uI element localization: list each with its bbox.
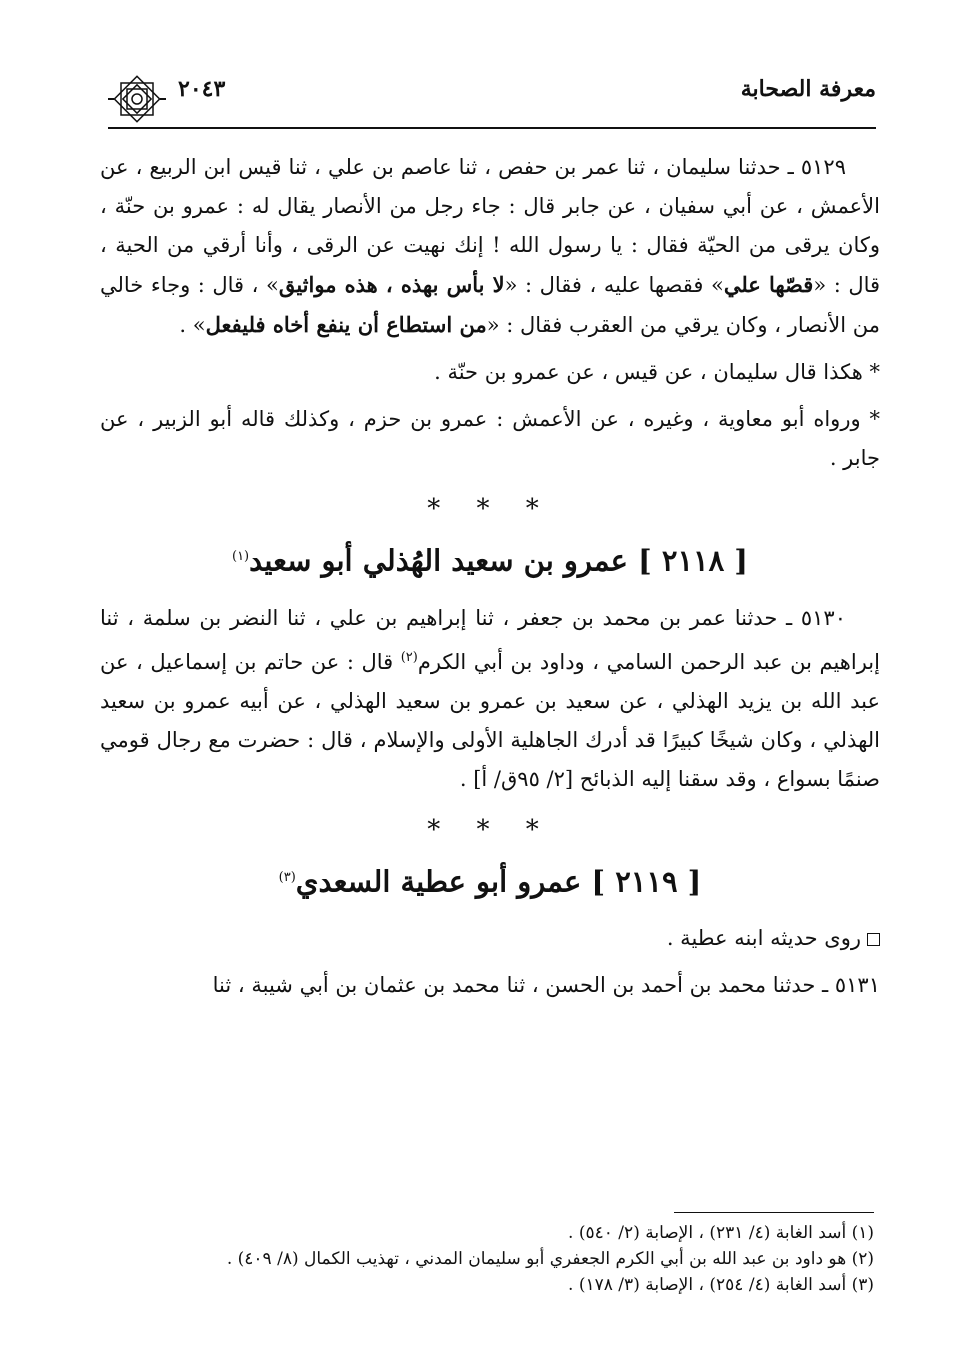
separator: * * * <box>427 494 553 524</box>
hadith-5129: ٥١٢٩ ـ حدثنا سليمان ، ثنا عمر بن حفص ، ثنا عاصم بن علي ، ثنا قيس ابن الربيع ، عن الأعمش ، عن أبي سفيان ، عن جابر قال : جاء رجل من الأنصار يقال له : عمرو بن حنّة ، وكان يرقى من الحيّة فقال : يا رسول الله ! إنك نهيت عن الرقى ، وأنا أرقي من الحية ، قال : «قصّها علي» فقصها عليه ، فقال : «لا بأس بهذه ، هذه مواثيق» ، قال : وجاء خالي من الأنصار ، وكان يرقي من العقرب فقال : «من استطاع أن ينفع أخاه فليفعل» . <box>100 155 881 337</box>
separator: * * * <box>427 814 553 845</box>
footnote-ref: (٣) <box>278 869 296 885</box>
narration-note: روى حديثه ابنه عطية . <box>100 919 880 958</box>
page-body <box>100 148 880 1005</box>
hadith-5131: ٥١٣١ ـ حدثنا محمد بن أحمد بن الحسن ، ثنا محمد بن عثمان بن أبي شيبة ، ثنا <box>212 973 880 998</box>
footnote-ref: (٢) <box>400 649 418 665</box>
note-2: * ورواه أبو معاوية ، وغيره ، عن الأعمش : عمرو بن حزم ، وكذلك قاله أبو الزبير ، عن جابر . <box>100 407 880 470</box>
ornament-icon <box>108 70 166 128</box>
page-header <box>108 70 876 122</box>
note-1: * هكذا قال سليمان ، عن قيس ، عن عمرو بن حنّة . <box>434 360 880 384</box>
bio-heading-2119: [ ٢١١٩ ] عمرو أبو عطية السعدي$^{(٣)}$ <box>278 864 702 899</box>
footnotes <box>94 1220 874 1298</box>
square-icon <box>867 933 880 946</box>
footnote-ref: (١) <box>231 549 250 564</box>
footnote-2: (٢) هو داود بن عبد الله بن أبي الكرم الجعفري أبو سليمان المدني ، تهذيب الكمال (٨/ ٤٠٩) . <box>226 1249 874 1269</box>
footnote-3: (٣) أسد الغابة (٤/ ٢٥٤) ، الإصابة (٣/ ١٧٨) . <box>568 1275 874 1295</box>
page-number: ٢٠٤٣ <box>178 76 226 102</box>
footnote-1: (١) أسد الغابة (٤/ ٢٣١) ، الإصابة (٢/ ٥٤٠) . <box>568 1223 874 1243</box>
running-title: معرفة الصحابة <box>740 76 876 102</box>
footnote-rule <box>674 1212 874 1213</box>
bio-heading-2118: [ ٢١١٨ ] عمرو بن سعيد الهُذلي أبو سعيد$^{(١)}$ <box>231 543 749 578</box>
header-rule <box>108 127 876 129</box>
hadith-5130: ٥١٣٠ ـ حدثنا عمر بن محمد بن جعفر ، ثنا إبراهيم بن علي ، ثنا النضر بن سلمة ، ثنا إبراهيم بن عبد الرحمن السامي ، وداود بن أبي الكرم$^{(٢)}$ قال : عن حاتم بن إسماعيل ، عن عبد الله بن يزيد الهذلي ، عن سعيد بن عمرو بن سعيد الهذلي ، عن أبيه عمرو بن سعيد الهذلي ، وكان شيخًا كبيرًا قد أدرك الجاهلية الأولى والإسلام ، قال : حضرت مع رجال قومي صنمًا بسواع ، وقد سقنا إليه الذبائح [٢/ ٩٥ق/ أ] . <box>100 605 880 791</box>
